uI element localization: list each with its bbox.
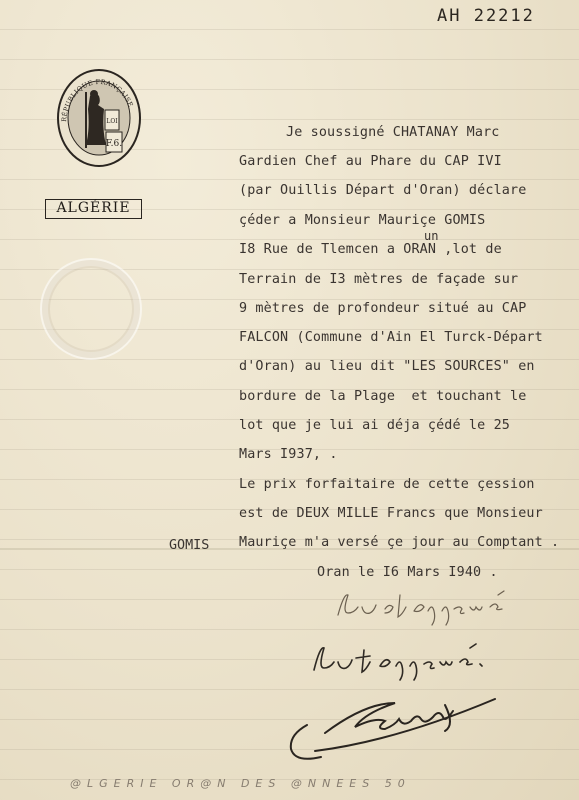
watermark: @LGERIE OR@N DES @NNEES 50 [70, 777, 411, 790]
handwritten-approval-2 [308, 640, 508, 685]
body-line: 9 mètres de profondeur situé au CAP [239, 301, 527, 316]
body-line: Gardien Chef au Phare du CAP IVI [239, 154, 502, 169]
body-line: lot que je lui ai déja çédé le 25 [239, 418, 510, 433]
date-line: Oran le I6 Mars I940 . [317, 565, 498, 580]
stamp-tablet-text: LOI [106, 118, 118, 125]
embossed-seal-icon [40, 258, 142, 360]
region-label: ALGÉRIE [45, 199, 142, 219]
stamp-value-text: F.6. [105, 139, 123, 149]
fiscal-stamp-icon [56, 68, 142, 168]
body-line: (par Ouillis Départ d'Oran) déclare [239, 183, 527, 198]
body-line: Mars I937, . [239, 447, 338, 462]
body-line: est de DEUX MILLE Francs que Monsieur [239, 506, 543, 521]
handwritten-approval-1 [330, 585, 520, 630]
body-line: Mauriçe m'a versé çe jour au Comptant . [239, 535, 560, 550]
signature [285, 685, 510, 765]
body-line: Terrain de I3 mètres de façade sur [239, 272, 519, 287]
body-line: d'Oran) au lieu dit "LES SOURCES" en [239, 359, 535, 374]
stamp-top-text: RÉPUBLIQUE FRANÇAISE [59, 77, 135, 123]
body-line: Le prix forfaitaire de cette çession [239, 477, 535, 492]
serial-number: AH 22212 [437, 6, 535, 26]
inserted-word: un [424, 229, 439, 243]
body-line: bordure de la Plage et touchant le [239, 389, 527, 404]
body-line: çéder a Monsieur Mauriçe GOMIS [239, 213, 486, 228]
margin-name: GOMIS [169, 538, 210, 553]
body-line: FALCON (Commune d'Ain El Turck-Départ [239, 330, 543, 345]
body-line: Je soussigné CHATANAY Marc [286, 125, 500, 140]
body-line: I8 Rue de Tlemcen a ORAN ,lot de [239, 242, 502, 257]
